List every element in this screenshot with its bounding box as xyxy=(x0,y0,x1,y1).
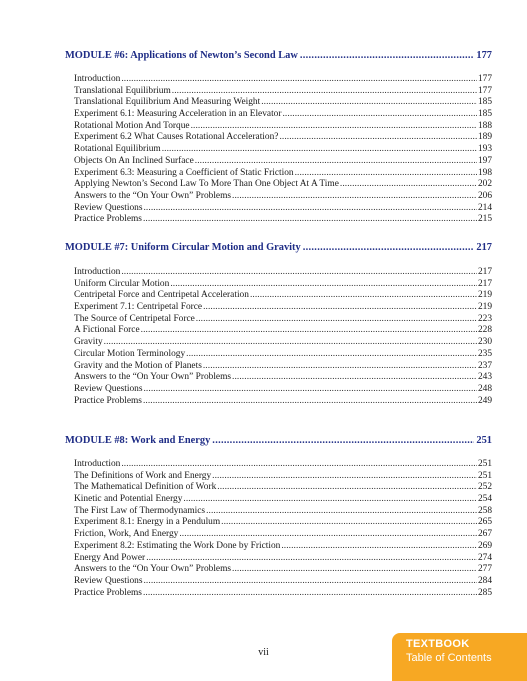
entry-label: Introduction xyxy=(74,74,121,84)
module-7-entries xyxy=(74,267,492,407)
dot-leader xyxy=(143,203,476,215)
toc-entry[interactable] xyxy=(74,459,492,471)
dot-leader xyxy=(221,517,477,529)
module-6-entries xyxy=(74,74,492,226)
entry-page: 177 xyxy=(477,74,492,84)
toc-entry[interactable] xyxy=(74,97,492,109)
entry-label: Answers to the “On Your Own” Problems xyxy=(74,190,232,201)
entry-page: 202 xyxy=(477,179,492,190)
entry-label: Experiment 8.1: Energy in a Pendulum xyxy=(74,517,221,528)
entry-label: Experiment 7.1: Centripetal Force xyxy=(74,302,203,313)
dot-leader xyxy=(232,372,477,384)
module-8-entries xyxy=(74,459,492,599)
textbook-toc-badge[interactable] xyxy=(392,633,527,681)
entry-label: A Fictional Force xyxy=(74,325,140,336)
toc-entry[interactable] xyxy=(74,214,492,226)
toc-entry[interactable] xyxy=(74,576,492,588)
entry-label: Practice Problems xyxy=(74,395,142,406)
toc-entry[interactable] xyxy=(74,361,492,373)
entry-page: 251 xyxy=(477,459,492,469)
module-title: MODULE #7: Uniform Circular Motion and Gravity xyxy=(65,242,301,253)
toc-entry[interactable] xyxy=(74,168,492,180)
dot-leader xyxy=(232,564,477,576)
dot-leader xyxy=(196,314,477,326)
module-page: 177 xyxy=(476,50,492,61)
dot-leader xyxy=(250,290,477,302)
dot-leader xyxy=(141,325,477,337)
dot-leader xyxy=(143,384,476,396)
dot-leader xyxy=(212,471,477,483)
dot-leader xyxy=(282,109,476,121)
dot-leader xyxy=(212,435,474,447)
entry-label: Centripetal Force and Centripetal Acceleration xyxy=(74,290,249,301)
entry-page: 193 xyxy=(477,144,492,155)
dot-leader xyxy=(232,191,477,203)
entry-page: 197 xyxy=(477,155,492,166)
toc-entry[interactable] xyxy=(74,494,492,506)
entry-page: 219 xyxy=(477,290,492,301)
page-number: vii xyxy=(258,647,269,658)
entry-label: Introduction xyxy=(74,267,121,277)
entry-page: 285 xyxy=(477,587,492,598)
entry-page: 251 xyxy=(477,470,492,481)
dot-leader xyxy=(186,349,477,361)
toc-entry[interactable] xyxy=(74,121,492,133)
entry-label: Objects On An Inclined Surface xyxy=(74,155,194,166)
toc-entry[interactable] xyxy=(74,529,492,541)
dot-leader xyxy=(121,459,477,471)
toc-entry[interactable] xyxy=(74,191,492,203)
toc-entry[interactable] xyxy=(74,109,492,121)
entry-page: 185 xyxy=(477,109,492,120)
dot-leader xyxy=(340,179,477,191)
dot-leader xyxy=(203,302,477,314)
entry-page: 189 xyxy=(477,132,492,143)
dot-leader xyxy=(261,97,477,109)
entry-label: Circular Motion Terminology xyxy=(74,348,186,359)
dot-leader xyxy=(195,156,477,168)
toc-entry[interactable] xyxy=(74,517,492,529)
entry-page: 177 xyxy=(477,85,492,96)
toc-entry[interactable] xyxy=(74,156,492,168)
module-title: MODULE #8: Work and Energy xyxy=(65,435,211,446)
entry-label: Practice Problems xyxy=(74,214,142,225)
entry-page: 217 xyxy=(477,267,492,277)
entry-label: Experiment 8.2: Estimating the Work Done by Friction xyxy=(74,540,281,551)
entry-page: 237 xyxy=(477,360,492,371)
dot-leader xyxy=(162,144,477,156)
badge-line2: Table of Contents xyxy=(406,652,492,664)
entry-page: 188 xyxy=(477,120,492,131)
toc-entry[interactable] xyxy=(74,279,492,291)
dot-leader xyxy=(121,267,477,279)
module-page: 251 xyxy=(476,435,492,446)
entry-page: 274 xyxy=(477,552,492,563)
entry-page: 215 xyxy=(477,214,492,225)
dot-leader xyxy=(206,506,477,518)
module-7-heading[interactable] xyxy=(65,242,492,254)
entry-label: Experiment 6.1: Measuring Acceleration in an Elevator xyxy=(74,109,282,120)
entry-page: 243 xyxy=(477,372,492,383)
entry-page: 228 xyxy=(477,325,492,336)
entry-label: Translational Equilibrium And Measuring Weight xyxy=(74,97,261,108)
dot-leader xyxy=(191,121,477,133)
entry-label: Applying Newton’s Second Law To More Than One Object At A Time xyxy=(74,179,339,190)
toc-entry[interactable] xyxy=(74,372,492,384)
entry-page: 267 xyxy=(477,529,492,540)
dot-leader xyxy=(179,529,477,541)
entry-page: 198 xyxy=(477,167,492,178)
entry-label: Uniform Circular Motion xyxy=(74,278,170,289)
dot-leader xyxy=(172,86,477,98)
entry-label: Answers to the “On Your Own” Problems xyxy=(74,372,232,383)
dot-leader xyxy=(279,132,476,144)
dot-leader xyxy=(281,541,477,553)
toc-entry[interactable] xyxy=(74,74,492,86)
module-6-heading[interactable] xyxy=(65,50,492,62)
entry-label: Experiment 6.2 What Causes Rotational Acceleration? xyxy=(74,132,279,143)
toc-entry[interactable] xyxy=(74,396,492,408)
entry-page: 248 xyxy=(477,383,492,394)
entry-label: Gravity and the Motion of Planets xyxy=(74,360,202,371)
toc-entry[interactable] xyxy=(74,553,492,565)
toc-entry[interactable] xyxy=(74,482,492,494)
entry-label: Gravity xyxy=(74,337,103,348)
entry-label: Experiment 6.3: Measuring a Coefficient of Static Friction xyxy=(74,167,294,178)
module-title: MODULE #6: Applications of Newton’s Second Law xyxy=(65,50,298,61)
toc-entry[interactable] xyxy=(74,179,492,191)
entry-page: 249 xyxy=(477,395,492,406)
toc-entry[interactable] xyxy=(74,132,492,144)
dot-leader xyxy=(121,74,477,86)
entry-page: 214 xyxy=(477,202,492,213)
entry-label: The Source of Centripetal Force xyxy=(74,313,195,324)
entry-page: 235 xyxy=(477,348,492,359)
dot-leader xyxy=(146,553,477,565)
toc-entry[interactable] xyxy=(74,506,492,518)
module-page: 217 xyxy=(476,242,492,253)
entry-label: Rotational Equilibrium xyxy=(74,144,161,155)
dot-leader xyxy=(217,482,477,494)
toc-entry[interactable] xyxy=(74,471,492,483)
dot-leader xyxy=(170,279,477,291)
entry-page: 217 xyxy=(477,278,492,289)
entry-label: Review Questions xyxy=(74,202,143,213)
entry-label: Translational Equilibrium xyxy=(74,85,171,96)
entry-label: Introduction xyxy=(74,459,121,469)
entry-label: Practice Problems xyxy=(74,587,142,598)
toc-entry[interactable] xyxy=(74,337,492,349)
entry-page: 254 xyxy=(477,494,492,505)
entry-page: 185 xyxy=(477,97,492,108)
entry-page: 269 xyxy=(477,540,492,551)
entry-page: 284 xyxy=(477,575,492,586)
entry-label: The Definitions of Work and Energy xyxy=(74,470,212,481)
entry-page: 277 xyxy=(477,564,492,575)
entry-label: Rotational Motion And Torque xyxy=(74,120,190,131)
dot-leader xyxy=(104,337,477,349)
entry-label: Friction, Work, And Energy xyxy=(74,529,179,540)
entry-label: Review Questions xyxy=(74,575,143,586)
dot-leader xyxy=(295,168,477,180)
entry-label: The First Law of Thermodynamics xyxy=(74,505,206,516)
dot-leader xyxy=(303,242,475,254)
entry-label: Kinetic and Potential Energy xyxy=(74,494,183,505)
dot-leader xyxy=(300,50,475,62)
dot-leader xyxy=(203,361,477,373)
entry-label: The Mathematical Definition of Work xyxy=(74,482,217,493)
entry-page: 219 xyxy=(477,302,492,313)
toc-entry[interactable] xyxy=(74,290,492,302)
entry-page: 230 xyxy=(477,337,492,348)
toc-entry[interactable] xyxy=(74,144,492,156)
dot-leader xyxy=(143,214,477,226)
toc-entry[interactable] xyxy=(74,314,492,326)
toc-entry[interactable] xyxy=(74,267,492,279)
module-8-heading[interactable] xyxy=(65,435,492,447)
toc-entry[interactable] xyxy=(74,203,492,215)
badge-line1: TEXTBOOK xyxy=(406,638,470,650)
entry-label: Energy And Power xyxy=(74,552,146,563)
entry-page: 223 xyxy=(477,313,492,324)
toc-entry[interactable] xyxy=(74,325,492,337)
toc-entry[interactable] xyxy=(74,564,492,576)
entry-page: 265 xyxy=(477,517,492,528)
toc-entry[interactable] xyxy=(74,349,492,361)
toc-entry[interactable] xyxy=(74,302,492,314)
entry-page: 252 xyxy=(477,482,492,493)
entry-page: 206 xyxy=(477,190,492,201)
dot-leader xyxy=(143,396,477,408)
dot-leader xyxy=(183,494,477,506)
toc-entry[interactable] xyxy=(74,86,492,98)
dot-leader xyxy=(143,576,476,588)
entry-label: Review Questions xyxy=(74,383,143,394)
toc-entry[interactable] xyxy=(74,384,492,396)
toc-entry[interactable] xyxy=(74,588,492,600)
entry-label: Answers to the “On Your Own” Problems xyxy=(74,564,232,575)
toc-entry[interactable] xyxy=(74,541,492,553)
entry-page: 258 xyxy=(477,505,492,516)
dot-leader xyxy=(143,588,477,600)
